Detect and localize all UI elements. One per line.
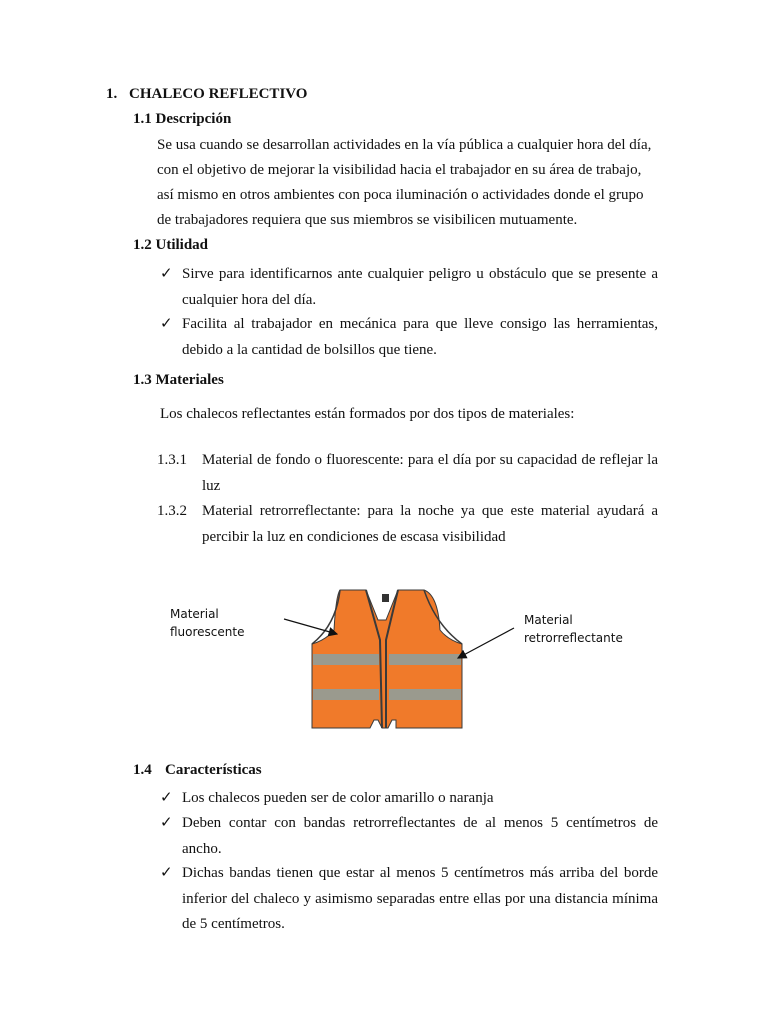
- materiales-item-number: 1.3.2: [157, 503, 187, 519]
- check-icon: ✓: [160, 266, 173, 282]
- caracteristicas-item-text: Los chalecos pueden ser de color amarillo o naranja: [182, 790, 494, 806]
- materiales-intro: Los chalecos reflectantes están formados por dos tipos de materiales:: [160, 406, 575, 422]
- utilidad-item-text: Sirve para identificarnos ante cualquier peligro u obstáculo que se presente a cualquier hora del día.: [182, 266, 658, 308]
- caracteristicas-item-text: Dichas bandas tienen que estar al menos 5 centímetros más arriba del borde inferior del chaleco y asimismo separadas entre ellas por una distancia mínima de 5 centímetros.: [182, 865, 658, 932]
- materiales-item-text: Material retrorreflectante: para la noche ya que este material ayudará a percibir la luz en condiciones de escasa visibilidad: [202, 503, 658, 545]
- utilidad-heading: 1.2 Utilidad: [133, 237, 209, 253]
- descripcion-heading: 1.1 Descripción: [133, 111, 232, 127]
- label-fluorescente-line-1: Material: [170, 607, 219, 621]
- caracteristicas-number: 1.4: [133, 762, 152, 778]
- materiales-item-text: Material de fondo o fluorescente: para el día por su capacidad de reflejar la luz: [202, 452, 658, 494]
- caracteristicas-item-3: [160, 861, 658, 938]
- label-fluorescente-line-2: fluorescente: [170, 625, 245, 639]
- caracteristicas-item-1: [160, 786, 658, 812]
- section-number: 1.: [106, 86, 118, 102]
- materiales-item-number: 1.3.1: [157, 452, 187, 468]
- materiales-heading: 1.3 Materiales: [133, 372, 224, 388]
- check-icon: ✓: [160, 316, 173, 332]
- descripcion-line-4: de trabajadores requiera que sus miembros se visibilicen mutuamente.: [157, 212, 578, 228]
- descripcion-line-3: así mismo en otros ambientes con poca iluminación o actividades donde el grupo: [157, 187, 644, 203]
- caracteristicas-item-text: Deben contar con bandas retrorreflectantes de al menos 5 centímetros de ancho.: [182, 815, 658, 857]
- check-icon: ✓: [160, 790, 173, 806]
- vest-image: [312, 590, 462, 728]
- section-title: CHALECO REFLECTIVO: [129, 86, 308, 102]
- check-icon: ✓: [160, 815, 173, 831]
- descripcion-line-1: Se usa cuando se desarrollan actividades en la vía pública a cualquier hora del día,: [157, 137, 652, 153]
- caracteristicas-title: Características: [165, 762, 262, 778]
- check-icon: ✓: [160, 865, 173, 881]
- arrow-retrorreflectante: [458, 628, 514, 658]
- caracteristicas-item-2: [160, 811, 658, 862]
- label-retro-line-2: retrorreflectante: [524, 631, 623, 645]
- label-retro-line-1: Material: [524, 613, 573, 627]
- utilidad-item-text: Facilita al trabajador en mecánica para que lleve consigo las herramientas, debido a la cantidad de bolsillos que tiene.: [182, 316, 658, 358]
- arrow-fluorescente: [284, 619, 337, 634]
- descripcion-line-2: con el objetivo de mejorar la visibilidad hacia el trabajador en su área de trabajo,: [157, 162, 642, 178]
